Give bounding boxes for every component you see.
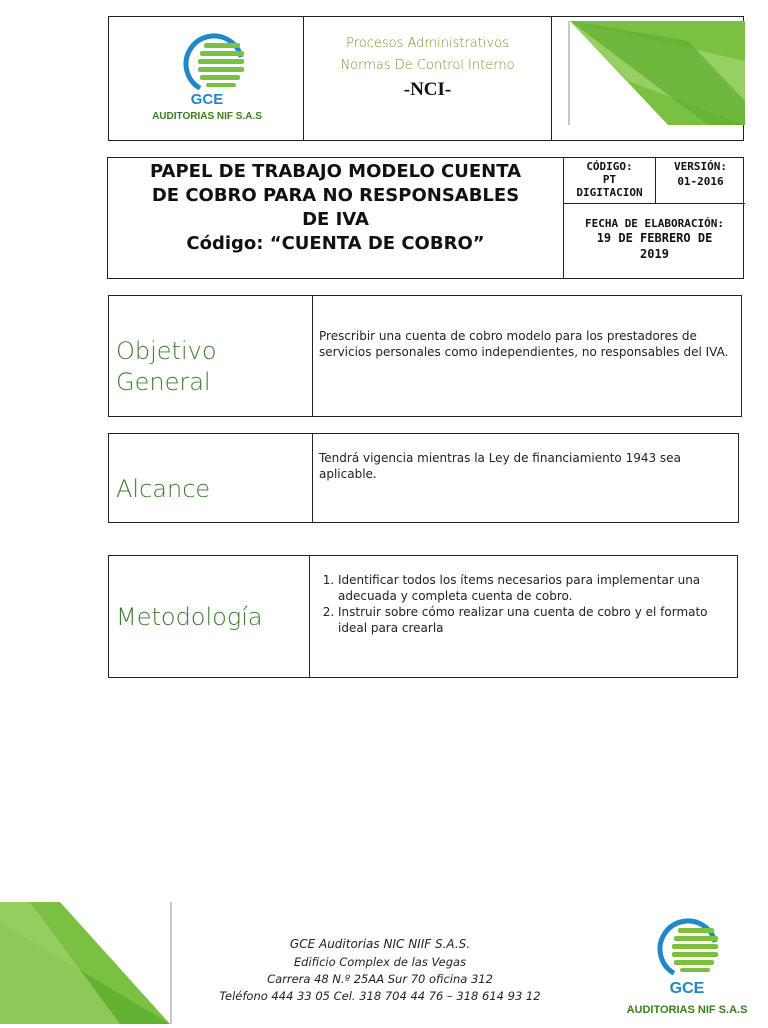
header-title-cell [304,17,552,140]
section-label-cell [109,556,310,677]
section-body: Tendrá vigencia mientras la Ley de financiamiento 1943 sea aplicable. [319,451,681,481]
header-line-1: Procesos Administrativos [346,36,509,51]
logo-company: AUDITORIAS NIF S.A.S [626,1004,748,1016]
section-body: Prescribir una cuenta de cobro modelo para los prestadores de servicios personales como independientes, no responsables del IVA. [319,329,729,359]
section-label: Metodología [116,603,263,631]
green-swoosh-decoration [0,902,172,1024]
section-objetivo [108,295,742,417]
section-metodologia [108,555,738,678]
footer-logo [612,918,762,1024]
footer-company: GCE Auditorias NIC NIIF S.A.S. [289,937,471,951]
footer-decoration [0,902,172,1024]
footer-phone: Teléfono 444 33 05 Cel. 318 704 44 76 – 318 614 93 12 [219,989,541,1003]
section-label: Objetivo [116,337,217,365]
title-line: DE COBRO PARA NO RESPONSABLES [151,185,520,206]
section-alcance [108,433,739,523]
fecha-value: 2019 [640,247,669,261]
methodology-list [316,572,731,636]
list-item: 1. Identificar todos los ítems necesarios para implementar una adecuada y completa cuenta de cobro. [338,572,731,604]
title-code-line: Código: “CUENTA DE COBRO” [186,233,485,254]
section-label: Alcance [116,475,211,503]
version-label: VERSIÓN: [674,160,727,173]
fecha-label: FECHA DE ELABORACIÓN: [584,217,725,230]
logo-company: AUDITORIAS NIF S.A.S [152,111,262,122]
section-label-cell [109,434,313,522]
footer-address: Carrera 48 N.º 25AA Sur 70 oficina 312 [267,972,493,986]
codigo-cell [564,158,656,204]
document-title-table [107,157,744,279]
codigo-label: CÓDIGO: [586,160,633,173]
codigo-value: DIGITACION [576,186,643,199]
section-label: General [116,368,211,396]
fecha-value: 19 DE FEBRERO DE [596,231,713,245]
section-body [310,556,737,677]
fecha-cell [564,204,745,280]
footer-contact [180,934,580,1005]
version-value: 01-2016 [677,175,724,188]
version-cell [656,158,745,204]
document-title [108,158,564,278]
document-header [108,16,744,141]
header-logo-cell [109,17,304,140]
header-nci: -NCI- [403,79,452,100]
header-decoration-cell [552,17,745,140]
logo-name: GCE [190,91,224,108]
document-metadata [564,158,745,278]
logo-icon [182,33,252,95]
footer-building: Edificio Complex de las Vegas [293,955,467,969]
header-line-2: Normas De Control Interno [340,58,515,73]
company-logo [137,31,277,131]
list-item: 2. Instruir sobre cómo realizar una cuenta de cobro y el formato ideal para crearla [338,604,731,636]
title-line: DE IVA [302,209,369,230]
section-label-cell [109,296,313,416]
green-swoosh-decoration [568,21,745,131]
logo-icon [656,918,726,980]
codigo-value: PT [602,173,617,186]
title-line: PAPEL DE TRABAJO MODELO CUENTA [149,161,522,182]
logo-name: GCE [669,980,705,997]
